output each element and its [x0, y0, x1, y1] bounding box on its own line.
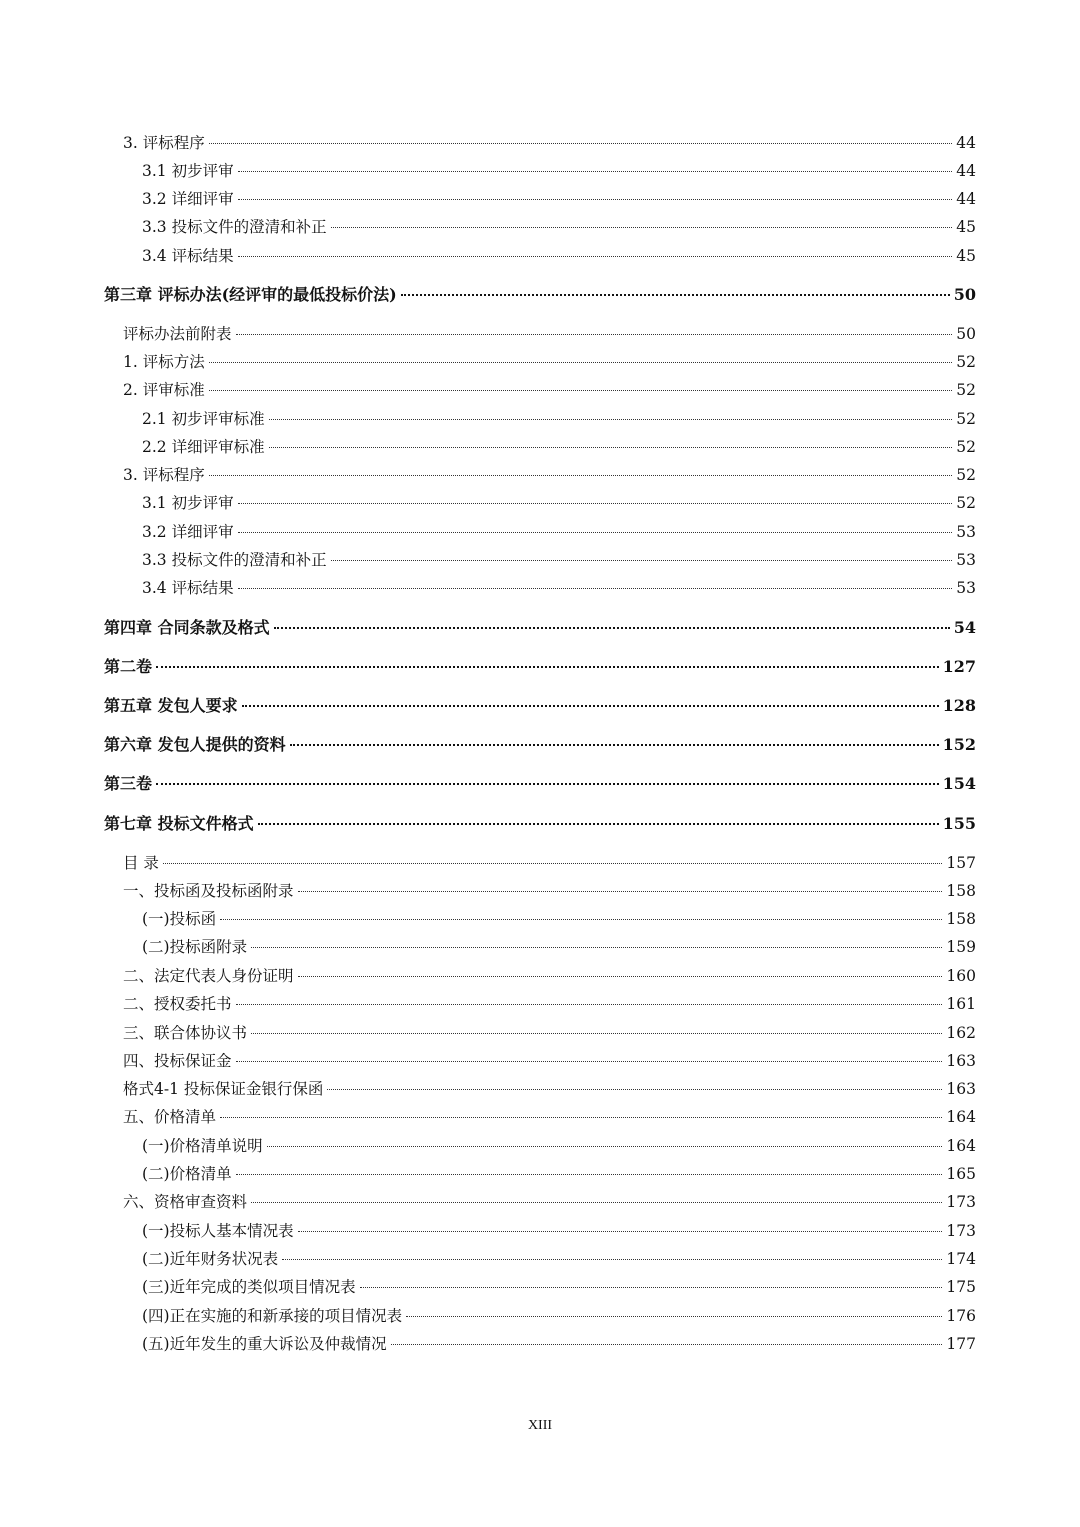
- toc-entry[interactable]: [142, 548, 976, 572]
- toc-entry-label: 3.4 评标结果: [142, 579, 234, 597]
- dot-leader: [298, 891, 943, 892]
- dot-leader: [238, 171, 953, 172]
- toc-entry-page-number: 45: [956, 218, 976, 236]
- toc-entry-page-number: 164: [946, 1137, 976, 1155]
- toc-entry-page-number: 50: [956, 325, 976, 343]
- toc-entry-page-number: 165: [946, 1165, 976, 1183]
- toc-entry-label: 一、投标函及投标函附录: [123, 882, 294, 900]
- dot-leader: [220, 919, 942, 920]
- toc-entry-label: (五)近年发生的重大诉讼及仲裁情况: [142, 1335, 387, 1353]
- toc-entry-page-number: 44: [956, 134, 976, 152]
- dot-leader: [290, 744, 939, 746]
- dot-leader: [269, 447, 953, 448]
- toc-entry[interactable]: [123, 131, 976, 155]
- dot-leader: [238, 588, 953, 589]
- dot-leader: [209, 475, 953, 476]
- dot-leader: [242, 705, 939, 707]
- toc-entry-label: (一)价格清单说明: [142, 1137, 263, 1155]
- toc-entry[interactable]: [142, 407, 976, 431]
- toc-entry-label: 3.4 评标结果: [142, 247, 234, 265]
- toc-entry-label: 3.3 投标文件的澄清和补正: [142, 218, 327, 236]
- dot-leader: [327, 1089, 942, 1090]
- toc-entry[interactable]: [142, 244, 976, 268]
- toc-entry[interactable]: [123, 879, 976, 903]
- toc-entry-page-number: 52: [956, 466, 976, 484]
- toc-entry-page-number: 163: [946, 1052, 976, 1070]
- dot-leader: [331, 560, 953, 561]
- toc-entry-page-number: 45: [956, 247, 976, 265]
- dot-leader: [220, 1117, 942, 1118]
- toc-entry-label: 第三卷: [104, 774, 153, 793]
- toc-entry-page-number: 174: [946, 1250, 976, 1268]
- toc-entry-page-number: 52: [956, 410, 976, 428]
- dot-leader: [238, 199, 953, 200]
- toc-chapter-entry[interactable]: [104, 616, 976, 640]
- page-number-footer: XIII: [527, 1418, 553, 1433]
- dot-leader: [251, 947, 942, 948]
- toc-entry[interactable]: [142, 435, 976, 459]
- dot-leader: [360, 1287, 943, 1288]
- dot-leader: [238, 256, 953, 257]
- toc-entry[interactable]: [123, 1190, 976, 1214]
- toc-entry-label: (四)正在实施的和新承接的项目情况表: [142, 1307, 403, 1325]
- toc-entry[interactable]: [123, 322, 976, 346]
- toc-chapter-entry[interactable]: [104, 733, 976, 757]
- toc-entry-label: 四、投标保证金: [123, 1052, 232, 1070]
- toc-entry-page-number: 173: [946, 1193, 976, 1211]
- toc-entry[interactable]: [142, 1162, 976, 1186]
- toc-entry-label: 1. 评标方法: [123, 353, 205, 371]
- toc-chapter-entry[interactable]: [104, 655, 976, 679]
- toc-entry-page-number: 164: [946, 1108, 976, 1126]
- toc-entry-page-number: 53: [956, 551, 976, 569]
- toc-entry-label: 六、资格审查资料: [123, 1193, 248, 1211]
- toc-entry[interactable]: [142, 935, 976, 959]
- toc-entry-label: (三)近年完成的类似项目情况表: [142, 1278, 356, 1296]
- dot-leader: [236, 1061, 943, 1062]
- dot-leader: [209, 390, 953, 391]
- toc-entry[interactable]: [123, 1021, 976, 1045]
- toc-entry-label: 3. 评标程序: [123, 134, 205, 152]
- toc-entry[interactable]: [123, 378, 976, 402]
- toc-entry-label: 3.1 初步评审: [142, 494, 234, 512]
- toc-entry-page-number: 157: [946, 854, 976, 872]
- toc-entry[interactable]: [123, 992, 976, 1016]
- toc-chapter-entry[interactable]: [104, 812, 976, 836]
- toc-entry[interactable]: [123, 1049, 976, 1073]
- toc-entry-page-number: 52: [956, 494, 976, 512]
- dot-leader: [298, 976, 943, 977]
- toc-entry-page-number: 152: [942, 735, 976, 754]
- toc-entry-page-number: 176: [946, 1307, 976, 1325]
- toc-entry-label: 3.2 详细评审: [142, 523, 234, 541]
- toc-entry[interactable]: [123, 964, 976, 988]
- toc-entry[interactable]: [142, 1304, 976, 1328]
- toc-entry[interactable]: [142, 159, 976, 183]
- toc-entry-page-number: 162: [946, 1024, 976, 1042]
- toc-entry-page-number: 163: [946, 1080, 976, 1098]
- toc-entry-page-number: 44: [956, 162, 976, 180]
- dot-leader: [401, 294, 950, 296]
- toc-entry[interactable]: [142, 1134, 976, 1158]
- toc-entry[interactable]: [142, 1275, 976, 1299]
- toc-entry-label: 第五章 发包人要求: [104, 696, 238, 715]
- toc-entry-label: 第六章 发包人提供的资料: [104, 735, 286, 754]
- toc-entry-label: 3.3 投标文件的澄清和补正: [142, 551, 327, 569]
- dot-leader: [236, 334, 953, 335]
- toc-entry-label: 目 录: [123, 854, 159, 872]
- toc-entry-page-number: 177: [946, 1335, 976, 1353]
- dot-leader: [156, 666, 939, 668]
- dot-leader: [391, 1344, 943, 1345]
- toc-chapter-entry[interactable]: [104, 283, 976, 307]
- toc-entry-label: 格式4-1 投标保证金银行保函: [123, 1080, 324, 1098]
- dot-leader: [282, 1259, 942, 1260]
- toc-entry[interactable]: [123, 851, 976, 875]
- toc-entry[interactable]: [142, 907, 976, 931]
- toc-entry-label: 2.2 详细评审标准: [142, 438, 265, 456]
- dot-leader: [251, 1033, 942, 1034]
- toc-entry-page-number: 158: [946, 910, 976, 928]
- toc-entry-label: (一)投标函: [142, 910, 217, 928]
- toc-entry-label: (一)投标人基本情况表: [142, 1222, 294, 1240]
- toc-entry-label: 五、价格清单: [123, 1108, 217, 1126]
- toc-entry[interactable]: [123, 1077, 976, 1101]
- toc-entry-label: 3.2 详细评审: [142, 190, 234, 208]
- toc-chapter-entry[interactable]: [104, 772, 976, 796]
- dot-leader: [267, 1146, 943, 1147]
- toc-entry-page-number: 127: [942, 657, 976, 676]
- toc-entry-page-number: 50: [953, 285, 976, 304]
- toc-entry-label: 评标办法前附表: [123, 325, 232, 343]
- dot-leader: [236, 1174, 943, 1175]
- toc-entry-page-number: 159: [946, 938, 976, 956]
- dot-leader: [236, 1004, 943, 1005]
- toc-entry-page-number: 52: [956, 438, 976, 456]
- toc-entry[interactable]: [142, 576, 976, 600]
- toc-entry[interactable]: [142, 215, 976, 239]
- dot-leader: [274, 627, 950, 629]
- toc-chapter-entry[interactable]: [104, 694, 976, 718]
- dot-leader: [238, 532, 953, 533]
- toc-entry-page-number: 154: [942, 774, 976, 793]
- toc-entry-label: 3. 评标程序: [123, 466, 205, 484]
- toc-entry-page-number: 173: [946, 1222, 976, 1240]
- toc-entry-page-number: 158: [946, 882, 976, 900]
- toc-entry-label: (二)价格清单: [142, 1165, 232, 1183]
- dot-leader: [163, 863, 942, 864]
- toc-entry-label: 第二卷: [104, 657, 153, 676]
- toc-entry-label: (二)投标函附录: [142, 938, 248, 956]
- toc-entry-page-number: 160: [946, 967, 976, 985]
- dot-leader: [406, 1316, 942, 1317]
- toc-entry[interactable]: [123, 1105, 976, 1129]
- toc-entry-label: 二、授权委托书: [123, 995, 232, 1013]
- toc-entry-label: (二)近年财务状况表: [142, 1250, 279, 1268]
- dot-leader: [258, 823, 939, 825]
- toc-entry[interactable]: [142, 1332, 976, 1356]
- toc-entry-page-number: 52: [956, 353, 976, 371]
- dot-leader: [251, 1202, 942, 1203]
- toc-entry-label: 2. 评审标准: [123, 381, 205, 399]
- toc-entry-page-number: 54: [953, 618, 976, 637]
- toc-entry-page-number: 161: [946, 995, 976, 1013]
- dot-leader: [209, 143, 953, 144]
- toc-entry-page-number: 52: [956, 381, 976, 399]
- toc-entry-label: 第四章 合同条款及格式: [104, 618, 270, 637]
- toc-entry[interactable]: [142, 520, 976, 544]
- toc-entry[interactable]: [123, 350, 976, 374]
- toc-entry[interactable]: [123, 463, 976, 487]
- toc-entry[interactable]: [142, 187, 976, 211]
- toc-entry[interactable]: [142, 1219, 976, 1243]
- toc-entry[interactable]: [142, 491, 976, 515]
- dot-leader: [331, 227, 953, 228]
- toc-entry-label: 第三章 评标办法(经评审的最低投标价法): [104, 285, 397, 304]
- toc-entry-label: 第七章 投标文件格式: [104, 814, 254, 833]
- dot-leader: [238, 503, 953, 504]
- toc-entry-page-number: 53: [956, 523, 976, 541]
- toc-entry-label: 三、联合体协议书: [123, 1024, 248, 1042]
- toc-entry-page-number: 44: [956, 190, 976, 208]
- dot-leader: [298, 1231, 943, 1232]
- toc-entry-label: 3.1 初步评审: [142, 162, 234, 180]
- toc-entry[interactable]: [142, 1247, 976, 1271]
- dot-leader: [156, 783, 939, 785]
- toc-entry-page-number: 128: [942, 696, 976, 715]
- dot-leader: [269, 419, 953, 420]
- toc-entry-label: 二、法定代表人身份证明: [123, 967, 294, 985]
- toc-entry-page-number: 175: [946, 1278, 976, 1296]
- dot-leader: [209, 362, 953, 363]
- toc-entry-page-number: 155: [942, 814, 976, 833]
- toc-entry-page-number: 53: [956, 579, 976, 597]
- toc-entry-label: 2.1 初步评审标准: [142, 410, 265, 428]
